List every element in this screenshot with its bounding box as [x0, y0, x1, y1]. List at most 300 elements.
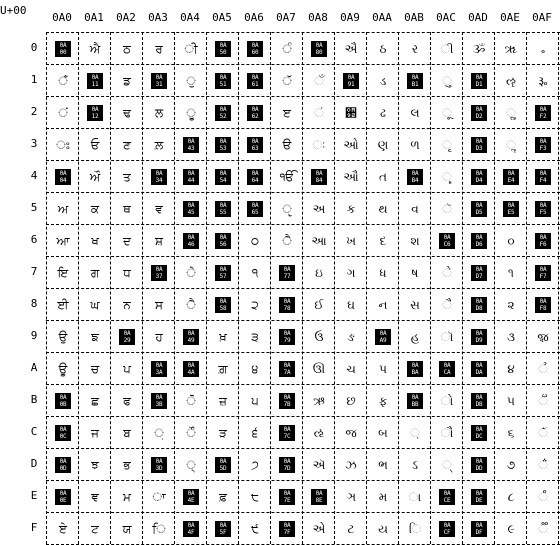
code-cell: [175, 353, 207, 385]
code-cell: [303, 129, 335, 161]
code-cell: [367, 193, 399, 225]
code-cell: [367, 65, 399, 97]
code-cell: [143, 417, 175, 449]
code-cell: [239, 33, 271, 65]
glyph: ૭: [506, 458, 516, 472]
code-cell: [527, 225, 559, 257]
code-cell: [111, 385, 143, 417]
glyph: ਈ: [57, 298, 69, 312]
code-cell: [47, 417, 79, 449]
unassigned-code-box: 0A 04: [55, 169, 71, 185]
code-cell: [239, 289, 271, 321]
code-cell: [463, 353, 495, 385]
glyph: િ: [408, 522, 422, 536]
code-cell: [143, 193, 175, 225]
unassigned-code-box: 0A F8: [535, 297, 551, 313]
code-cell: [239, 193, 271, 225]
code-cell: [271, 289, 303, 321]
column-header: 0AF: [532, 11, 552, 24]
unassigned-code-box: 0A D4: [471, 169, 487, 185]
glyph: ਃ: [56, 138, 70, 152]
code-cell: [79, 193, 111, 225]
glyph: ઝ: [345, 458, 357, 472]
code-cell: [271, 161, 303, 193]
code-cell: [143, 97, 175, 129]
glyph: ੦: [250, 234, 260, 248]
code-cell: [111, 97, 143, 129]
code-cell: [399, 97, 431, 129]
unassigned-code-box: 0A 58: [215, 297, 231, 313]
glyph: સ: [410, 298, 420, 312]
code-cell: [431, 385, 463, 417]
code-cell: [47, 449, 79, 481]
code-cell: [399, 161, 431, 193]
column-header: 0AD: [468, 11, 488, 24]
unassigned-code-box: 0A 44: [183, 169, 199, 185]
code-cell: [367, 225, 399, 257]
glyph: બ: [378, 426, 388, 440]
code-cell: [79, 513, 111, 545]
code-cell: [335, 289, 367, 321]
glyph: ੱ: [282, 74, 292, 88]
code-cell: [143, 321, 175, 353]
code-cell: [271, 385, 303, 417]
row-header: C: [30, 425, 38, 438]
unassigned-code-box: 0A D1: [471, 73, 487, 89]
glyph: ਲ: [154, 106, 164, 120]
code-cell: [175, 257, 207, 289]
glyph: ઼: [410, 426, 420, 440]
unassigned-code-box: 0A 91: [343, 73, 359, 89]
row-header: 8: [30, 297, 38, 310]
glyph: ੩: [251, 330, 259, 344]
glyph: ઌ: [313, 426, 325, 440]
unassigned-code-box: 0A 64: [247, 169, 263, 185]
code-cell: [111, 481, 143, 513]
code-cell: [303, 353, 335, 385]
code-cell: [239, 321, 271, 353]
code-cell: [303, 65, 335, 97]
code-cell: [463, 129, 495, 161]
code-cell: [47, 129, 79, 161]
unassigned-code-box: 0A A9: [375, 329, 391, 345]
code-cell: [79, 385, 111, 417]
code-cell: [79, 353, 111, 385]
glyph: જ: [345, 426, 357, 440]
code-cell: [207, 65, 239, 97]
glyph: ਔ: [89, 170, 101, 184]
unassigned-code-box: 0A 54: [215, 169, 231, 185]
code-cell: [463, 385, 495, 417]
code-cell: [399, 33, 431, 65]
row-header: 7: [30, 265, 38, 278]
glyph: ધ: [379, 266, 387, 280]
unassigned-code-box: 0A 7E: [279, 489, 295, 505]
glyph: ਛ: [91, 394, 99, 408]
glyph: ૫: [507, 394, 515, 408]
code-cell: [527, 97, 559, 129]
column-header: 0A9: [340, 11, 360, 24]
code-cell: [399, 225, 431, 257]
code-cell: [335, 449, 367, 481]
code-cell: [303, 321, 335, 353]
code-cell: [143, 33, 175, 65]
glyph: ણ: [377, 138, 389, 152]
unassigned-code-box: 0A 11: [87, 73, 103, 89]
glyph: ਇ: [57, 266, 69, 280]
glyph: પ: [379, 362, 387, 376]
code-cell: [431, 257, 463, 289]
code-cell: [239, 417, 271, 449]
glyph: ਓ: [90, 138, 100, 152]
glyph: ૐ: [472, 42, 486, 56]
code-cell: [303, 193, 335, 225]
glyph: ੍: [186, 458, 196, 472]
code-cell: [47, 33, 79, 65]
code-cell: [495, 481, 527, 513]
glyph: ઃ: [312, 138, 326, 152]
glyph: ਖ: [91, 234, 99, 248]
unassigned-code-box: 0A 80: [311, 41, 327, 57]
glyph: ઇ: [315, 266, 323, 280]
glyph: ે: [442, 266, 452, 280]
glyph: ૃ: [442, 138, 452, 152]
row-header: F: [30, 521, 38, 534]
code-cell: [463, 257, 495, 289]
code-cell: [463, 33, 495, 65]
code-cell: [431, 513, 463, 545]
unassigned-code-box: 0A 3B: [151, 393, 167, 409]
code-cell: [47, 481, 79, 513]
row-header: D: [30, 457, 38, 470]
code-cell: [303, 161, 335, 193]
code-cell: [495, 321, 527, 353]
unassigned-code-box: 0A 3A: [151, 361, 167, 377]
unassigned-code-box: 0A 34: [151, 169, 167, 185]
glyph: ૽: [538, 458, 548, 472]
code-cell: [47, 321, 79, 353]
code-cell: [47, 65, 79, 97]
glyph: ੫: [251, 394, 259, 408]
code-cell: [143, 257, 175, 289]
code-cell: [79, 129, 111, 161]
code-cell: [431, 129, 463, 161]
unassigned-code-box: 0A 53: [215, 137, 231, 153]
code-cell: [143, 385, 175, 417]
unassigned-code-box: 0A DC: [471, 425, 487, 441]
unassigned-code-box: 0A 4F: [183, 521, 199, 537]
glyph: ਹ: [155, 330, 163, 344]
code-cell: [143, 225, 175, 257]
column-header: 0AE: [500, 11, 520, 24]
glyph: ੁ: [186, 74, 196, 88]
glyph: ੭: [251, 458, 259, 472]
code-cell: [47, 257, 79, 289]
unassigned-code-box: 0A 65: [247, 201, 263, 217]
code-cell: [47, 161, 79, 193]
glyph: ੧: [251, 266, 259, 280]
glyph: ਫ਼: [219, 490, 227, 504]
code-cell: [79, 289, 111, 321]
glyph: ઓ: [343, 138, 359, 152]
unassigned-code-box: 0A 00: [55, 41, 71, 57]
glyph: ૹ: [537, 330, 549, 344]
glyph: ਆ: [56, 234, 70, 248]
code-cell: [239, 449, 271, 481]
glyph: ત: [379, 170, 387, 184]
glyph: ુ: [442, 74, 452, 88]
code-cell: [431, 449, 463, 481]
unassigned-code-box: 0A B4: [407, 169, 423, 185]
code-cell: [175, 449, 207, 481]
code-cell: [175, 225, 207, 257]
row-header: 9: [30, 329, 38, 342]
unassigned-code-box: 0A 7C: [279, 425, 295, 441]
code-cell: [463, 321, 495, 353]
glyph: ૅ: [442, 202, 452, 216]
unassigned-code-box: 0A 0B: [55, 393, 71, 409]
glyph: ા: [408, 490, 422, 504]
glyph: ૨: [507, 298, 515, 312]
code-cell: [335, 257, 367, 289]
glyph: ૢ: [506, 106, 516, 120]
code-cell: [431, 97, 463, 129]
unassigned-code-box: 0A DF: [471, 521, 487, 537]
code-cell: [271, 193, 303, 225]
unassigned-code-box: 0A 7B: [279, 393, 295, 409]
unassigned-code-box: 0A D9: [471, 329, 487, 345]
code-cell: [431, 481, 463, 513]
unassigned-code-box: 0A 46: [183, 233, 199, 249]
code-cell: [399, 289, 431, 321]
unassigned-code-box: 0A 50: [215, 41, 231, 57]
unassigned-code-box: 0A 60: [247, 41, 263, 57]
glyph: ੈ: [282, 234, 292, 248]
column-header: 0A5: [212, 11, 232, 24]
code-cell: [495, 513, 527, 545]
unassigned-code-box: 0A 56: [215, 233, 231, 249]
unassigned-code-box: 0A D2: [471, 105, 487, 121]
code-cell: [527, 289, 559, 321]
glyph: થ: [378, 202, 388, 216]
code-cell: [143, 289, 175, 321]
unassigned-code-box: 0A C6: [439, 233, 455, 249]
code-cell: [367, 417, 399, 449]
code-cell: [271, 257, 303, 289]
column-header: 0A0: [52, 11, 72, 24]
code-cell: [335, 513, 367, 545]
code-cell: [367, 97, 399, 129]
code-cell: [463, 65, 495, 97]
code-cell: [303, 97, 335, 129]
glyph: ૧: [508, 266, 514, 280]
code-cell: [47, 289, 79, 321]
glyph: ਝ: [91, 458, 99, 472]
unassigned-code-box: 0A BB: [407, 393, 423, 409]
glyph: ਕ: [90, 202, 100, 216]
code-cell: [431, 193, 463, 225]
code-cell: [399, 193, 431, 225]
code-cell: [527, 193, 559, 225]
code-cell: [399, 353, 431, 385]
glyph: ૿: [538, 522, 548, 536]
unassigned-code-box: 0A 7A: [279, 361, 295, 377]
code-cell: [335, 161, 367, 193]
code-cell: [175, 417, 207, 449]
code-cell: [463, 289, 495, 321]
code-cell: [495, 353, 527, 385]
code-cell: [367, 513, 399, 545]
code-cell: [495, 225, 527, 257]
code-cell: [47, 353, 79, 385]
glyph: ੌ: [186, 426, 196, 440]
glyph: ળ: [410, 138, 420, 152]
glyph: ઘ: [347, 298, 355, 312]
row-header: 3: [30, 137, 38, 150]
glyph: ૼ: [538, 426, 548, 440]
glyph: શ: [410, 234, 420, 248]
code-cell: [303, 385, 335, 417]
code-cell: [463, 449, 495, 481]
code-cell: [463, 417, 495, 449]
glyph: ੲ: [283, 106, 291, 120]
code-cell: [207, 225, 239, 257]
glyph: ਗ: [90, 266, 100, 280]
unassigned-code-box: 0A 5F: [215, 521, 231, 537]
glyph: ਫ: [123, 394, 131, 408]
code-cell: [239, 257, 271, 289]
code-cell: [335, 321, 367, 353]
column-header: 0AC: [436, 11, 456, 24]
unassigned-code-box: 0A DB: [471, 393, 487, 409]
unassigned-code-box: 0A CF: [439, 521, 455, 537]
glyph: ੯: [251, 522, 259, 536]
code-cell: [207, 353, 239, 385]
code-cell: [239, 65, 271, 97]
code-cell: [335, 193, 367, 225]
unassigned-code-box: 0A 3D: [151, 457, 167, 473]
code-cell: [79, 65, 111, 97]
unassigned-code-box: 0A E4: [503, 169, 519, 185]
unassigned-code-box: 0A 84: [311, 169, 327, 185]
code-cell: [111, 193, 143, 225]
code-cell: [175, 65, 207, 97]
code-cell: [239, 513, 271, 545]
code-cell: [367, 33, 399, 65]
code-cell: [399, 257, 431, 289]
glyph: ਖ਼: [219, 330, 227, 344]
table-corner-label: U+00: [0, 4, 27, 17]
code-cell: [111, 417, 143, 449]
glyph: ઈ: [314, 298, 324, 312]
code-cell: [527, 161, 559, 193]
unassigned-code-box: 0A DE: [471, 489, 487, 505]
glyph: ય: [378, 522, 388, 536]
code-cell: [335, 353, 367, 385]
unassigned-code-box: 0A 77: [279, 265, 295, 281]
code-cell: [79, 449, 111, 481]
glyph: ઽ: [412, 458, 418, 472]
unassigned-code-box: 0A D3: [471, 137, 487, 153]
unassigned-code-box: 0A D6: [471, 233, 487, 249]
code-cell: [431, 321, 463, 353]
glyph: ੪: [251, 362, 259, 376]
code-cell: [399, 321, 431, 353]
code-cell: [111, 513, 143, 545]
code-cell: [175, 129, 207, 161]
glyph: ੇ: [186, 266, 196, 280]
code-cell: [207, 385, 239, 417]
unassigned-code-box: 0A BA: [407, 361, 423, 377]
unassigned-code-box: 0A 45: [183, 201, 199, 217]
code-cell: [527, 417, 559, 449]
code-cell: [527, 33, 559, 65]
row-header: 4: [30, 169, 38, 182]
glyph: ੨: [251, 298, 259, 312]
code-cell: [207, 129, 239, 161]
code-cell: [495, 65, 527, 97]
glyph: હ: [410, 330, 420, 344]
unassigned-code-box: 0A D5: [471, 201, 487, 217]
glyph: ૡ: [505, 74, 517, 88]
unassigned-code-box: 0A 8E: [311, 489, 327, 505]
code-cell: [175, 513, 207, 545]
code-cell: [495, 129, 527, 161]
code-cell: [527, 321, 559, 353]
code-cell: [335, 129, 367, 161]
code-cell: [527, 257, 559, 289]
code-cell: [399, 417, 431, 449]
code-cell: [271, 513, 303, 545]
code-cell: [399, 481, 431, 513]
code-cell: [143, 129, 175, 161]
code-cell: [207, 193, 239, 225]
glyph: ੜ: [219, 426, 227, 440]
code-cell: [143, 65, 175, 97]
code-cell: [271, 481, 303, 513]
code-cell: [79, 257, 111, 289]
code-cell: [335, 417, 367, 449]
unassigned-code-box: 0A F7: [535, 265, 551, 281]
code-cell: [399, 449, 431, 481]
code-cell: [47, 225, 79, 257]
unassigned-code-box: 0A 0D: [55, 457, 71, 473]
glyph: ਉ: [58, 330, 68, 344]
unassigned-code-box: 0A 7D: [279, 457, 295, 473]
unassigned-code-box: 0A 57: [215, 265, 231, 281]
glyph: ਗ਼: [218, 362, 228, 376]
unassigned-code-box: 0A CE: [439, 489, 455, 505]
code-cell: [367, 481, 399, 513]
glyph: ਞ: [91, 490, 99, 504]
column-header: 0A6: [244, 11, 264, 24]
code-cell: [335, 65, 367, 97]
glyph: ખ: [346, 234, 356, 248]
code-cell: [303, 449, 335, 481]
glyph: ૠ: [504, 42, 518, 56]
code-cell: [527, 513, 559, 545]
glyph: વ: [411, 202, 419, 216]
glyph: ੴ: [279, 170, 295, 184]
glyph: ો: [440, 394, 454, 408]
code-cell: [463, 481, 495, 513]
glyph: ી: [440, 42, 454, 56]
code-cell: [495, 257, 527, 289]
code-cell: [367, 321, 399, 353]
glyph: ੬: [251, 426, 259, 440]
unassigned-code-box: 0A 31: [151, 73, 167, 89]
glyph: ੳ: [282, 138, 292, 152]
